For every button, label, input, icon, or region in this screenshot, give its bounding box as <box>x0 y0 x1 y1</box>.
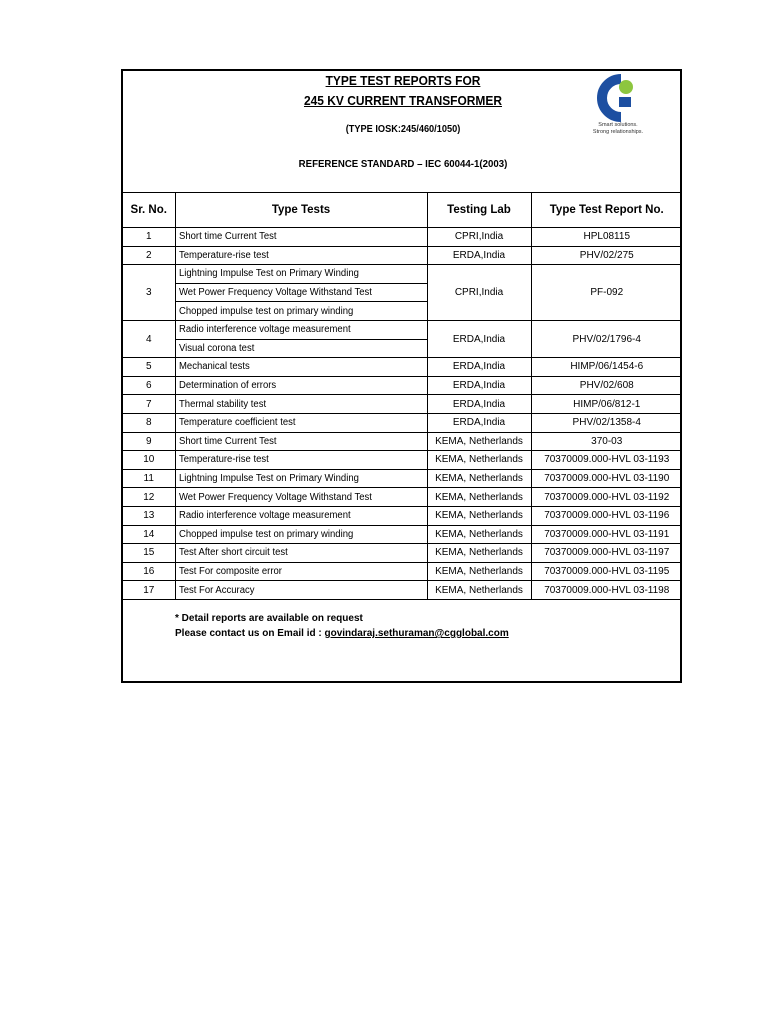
cell-type-test <box>175 283 427 302</box>
cell-testing-lab: CPRI,India <box>427 265 531 321</box>
cell-type-test <box>175 339 427 358</box>
table-row <box>123 562 682 581</box>
cell-sr-no: 17 <box>123 581 175 600</box>
cell-type-test <box>175 525 427 544</box>
cell-report-no: 70370009.000-HVL 03-1191 <box>531 525 682 544</box>
cell-sr-no: 9 <box>123 432 175 451</box>
cell-sr-no: 13 <box>123 506 175 525</box>
table-row <box>123 228 682 247</box>
cell-type-test <box>175 544 427 563</box>
cell-report-no: 70370009.000-HVL 03-1196 <box>531 506 682 525</box>
report-title-line-2: 245 KV CURRENT TRANSFORMER <box>303 93 503 108</box>
cell-type-test <box>175 432 427 451</box>
cell-testing-lab: KEMA, Netherlands <box>427 488 531 507</box>
cell-report-no: HPL08115 <box>531 228 682 247</box>
cell-sr-no: 2 <box>123 246 175 265</box>
cell-report-no: 370-03 <box>531 432 682 451</box>
table-row <box>123 358 682 377</box>
logo-tagline-1: Smart solutions. <box>598 122 638 128</box>
type-test-text: Determination of errors <box>178 380 276 392</box>
type-test-text: Test For Accuracy <box>178 584 254 596</box>
type-test-text: Radio interference voltage measurement <box>178 324 351 336</box>
type-test-text: Thermal stability test <box>178 398 266 410</box>
col-header-type-tests: Type Tests <box>175 193 427 228</box>
type-test-text: Lightning Impulse Test on Primary Winding <box>178 268 359 280</box>
type-designation: (TYPE IOSK:245/460/1050) <box>345 124 461 135</box>
type-test-text: Test After short circuit test <box>178 547 288 559</box>
logo-tagline <box>575 122 661 136</box>
type-test-text: Short time Current Test <box>178 435 277 447</box>
cell-type-test <box>175 246 427 265</box>
cell-testing-lab: ERDA,India <box>427 320 531 357</box>
cell-type-test <box>175 228 427 247</box>
cell-sr-no: 12 <box>123 488 175 507</box>
cell-report-no: 70370009.000-HVL 03-1198 <box>531 581 682 600</box>
cell-testing-lab: KEMA, Netherlands <box>427 525 531 544</box>
table-row <box>123 451 682 470</box>
cell-report-no: 70370009.000-HVL 03-1192 <box>531 488 682 507</box>
detail-reports-note: * Detail reports are available on request <box>175 613 363 624</box>
cell-report-no: PHV/02/608 <box>531 376 682 395</box>
cell-testing-lab: ERDA,India <box>427 413 531 432</box>
type-test-text: Lightning Impulse Test on Primary Winding <box>178 473 359 485</box>
type-test-text: Temperature-rise test <box>178 454 269 466</box>
cell-sr-no: 15 <box>123 544 175 563</box>
cell-testing-lab: KEMA, Netherlands <box>427 432 531 451</box>
cell-testing-lab: KEMA, Netherlands <box>427 451 531 470</box>
contact-line <box>175 626 509 641</box>
cell-type-test <box>175 562 427 581</box>
cell-sr-no: 4 <box>123 320 175 357</box>
cell-report-no: 70370009.000-HVL 03-1193 <box>531 451 682 470</box>
cell-testing-lab: ERDA,India <box>427 376 531 395</box>
cell-type-test <box>175 581 427 600</box>
cell-report-no: PHV/02/1796-4 <box>531 320 682 357</box>
cell-sr-no: 1 <box>123 228 175 247</box>
cell-testing-lab: CPRI,India <box>427 228 531 247</box>
cell-report-no: HIMP/06/1454-6 <box>531 358 682 377</box>
table-row <box>123 506 682 525</box>
type-test-text: Chopped impulse test on primary winding <box>178 528 353 540</box>
report-header <box>123 71 680 192</box>
cell-sr-no: 10 <box>123 451 175 470</box>
reference-standard: REFERENCE STANDARD – IEC 60044-1(2003) <box>298 158 508 170</box>
table-row <box>123 376 682 395</box>
report-title-line-1: TYPE TEST REPORTS FOR <box>325 73 481 88</box>
type-test-text: Chopped impulse test on primary winding <box>178 305 353 317</box>
cell-testing-lab: ERDA,India <box>427 358 531 377</box>
cell-report-no: PHV/02/1358-4 <box>531 413 682 432</box>
cell-report-no: HIMP/06/812-1 <box>531 395 682 414</box>
cell-sr-no: 8 <box>123 413 175 432</box>
cell-type-test <box>175 395 427 414</box>
cell-type-test <box>175 376 427 395</box>
cell-type-test <box>175 302 427 321</box>
type-test-text: Test For composite error <box>178 565 282 577</box>
cell-testing-lab: KEMA, Netherlands <box>427 562 531 581</box>
table-row <box>123 488 682 507</box>
type-test-text: Radio interference voltage measurement <box>178 510 351 522</box>
cell-type-test <box>175 358 427 377</box>
cell-testing-lab: KEMA, Netherlands <box>427 581 531 600</box>
cell-sr-no: 11 <box>123 469 175 488</box>
cell-type-test <box>175 265 427 284</box>
table-row <box>123 432 682 451</box>
cell-type-test <box>175 469 427 488</box>
table-row <box>123 413 682 432</box>
cell-type-test <box>175 506 427 525</box>
footer-note-block <box>175 611 509 641</box>
table-body <box>123 228 682 600</box>
cell-report-no: 70370009.000-HVL 03-1190 <box>531 469 682 488</box>
cell-sr-no: 3 <box>123 265 175 321</box>
table-row <box>123 395 682 414</box>
col-header-sr-no: Sr. No. <box>123 193 175 228</box>
logo-tagline-2: Strong relationships. <box>592 129 644 135</box>
cell-report-no: 70370009.000-HVL 03-1195 <box>531 562 682 581</box>
contact-email-link[interactable]: govindaraj.sethuraman@cgglobal.com <box>324 628 509 639</box>
type-tests-table <box>123 192 682 600</box>
col-header-testing-lab: Testing Lab <box>427 193 531 228</box>
cell-testing-lab: ERDA,India <box>427 246 531 265</box>
table-row <box>123 320 682 339</box>
type-test-text: Wet Power Frequency Voltage Withstand Test <box>178 287 372 299</box>
cell-sr-no: 7 <box>123 395 175 414</box>
type-test-report-sheet <box>121 69 682 683</box>
col-header-report-no: Type Test Report No. <box>531 193 682 228</box>
type-test-text: Temperature coefficient test <box>178 417 296 429</box>
cell-testing-lab: ERDA,India <box>427 395 531 414</box>
type-test-text: Wet Power Frequency Voltage Withstand Test <box>178 491 372 503</box>
cell-report-no: PHV/02/275 <box>531 246 682 265</box>
type-test-text: Visual corona test <box>178 342 254 354</box>
cell-report-no: PF-092 <box>531 265 682 321</box>
cell-report-no: 70370009.000-HVL 03-1197 <box>531 544 682 563</box>
table-row <box>123 265 682 284</box>
cell-type-test <box>175 451 427 470</box>
table-row <box>123 525 682 544</box>
table-row <box>123 246 682 265</box>
type-test-text: Temperature-rise test <box>178 249 269 261</box>
cell-type-test <box>175 320 427 339</box>
type-test-text: Mechanical tests <box>178 361 250 373</box>
cell-type-test <box>175 413 427 432</box>
cell-testing-lab: KEMA, Netherlands <box>427 506 531 525</box>
cell-type-test <box>175 488 427 507</box>
table-row <box>123 469 682 488</box>
cell-sr-no: 14 <box>123 525 175 544</box>
cell-testing-lab: KEMA, Netherlands <box>427 469 531 488</box>
cell-sr-no: 5 <box>123 358 175 377</box>
cell-sr-no: 16 <box>123 562 175 581</box>
contact-prefix: Please contact us on Email id : <box>175 628 325 639</box>
cell-sr-no: 6 <box>123 376 175 395</box>
table-header-row <box>123 193 682 228</box>
table-row <box>123 544 682 563</box>
type-test-text: Short time Current Test <box>178 231 277 243</box>
cell-testing-lab: KEMA, Netherlands <box>427 544 531 563</box>
table-row <box>123 581 682 600</box>
